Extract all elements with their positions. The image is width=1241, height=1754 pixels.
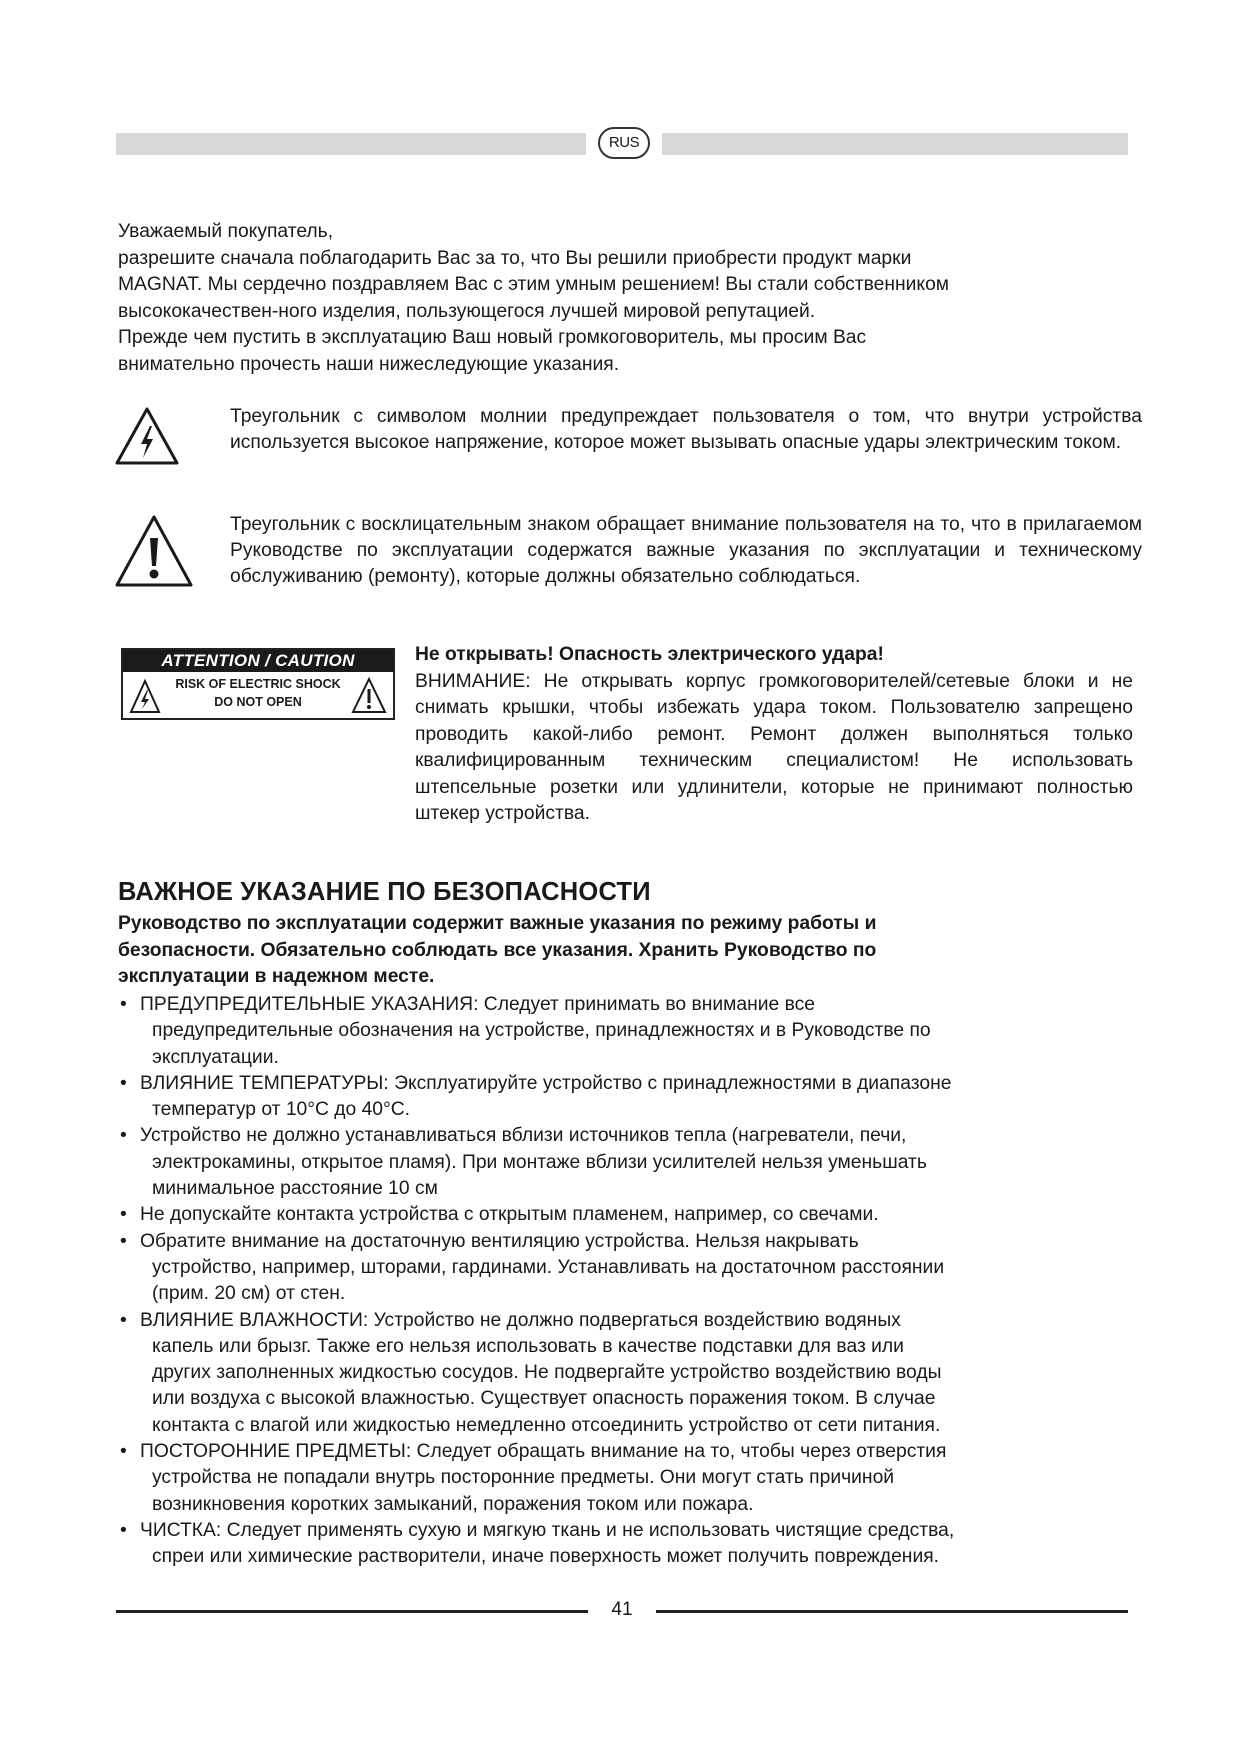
bullet-marker: • — [120, 1441, 127, 1463]
footer — [116, 1599, 1128, 1632]
header-bar — [116, 133, 1128, 155]
intro-paragraph — [118, 219, 1118, 378]
safety-subhead — [118, 911, 1118, 991]
bullet-marker: • — [120, 1204, 127, 1226]
bullet-marker: • — [120, 1519, 127, 1541]
safety-bullet-line: контакта с влагой или жидкостью немедленно отсоединить устройство от сети питания. — [152, 1414, 941, 1436]
safety-bullet — [118, 1518, 1128, 1571]
safety-bullet-line: Обратите внимание на достаточную вентиляцию устройства. Нельзя накрывать — [140, 1230, 859, 1252]
safety-bullet-line: электрокамины, открытое пламя). При монтаже вблизи усилителей нельзя уменьшать — [152, 1151, 927, 1173]
safety-bullet-line: ВЛИЯНИЕ ТЕМПЕРАТУРЫ: Эксплуатируйте устройство с принадлежностями в диапазоне — [140, 1072, 952, 1094]
safety-bullet-line: (прим. 20 см) от стен. — [152, 1283, 346, 1305]
footer-rule-left — [116, 1610, 588, 1613]
caution-body: ВНИМАНИЕ: Не открывать корпус громкоговорителей/сетевые блоки и не снимать крышки, чтобы избежать удара током. Пользователю запрещено проводить какой-либо ремонт. Ремонт должен выполняться только квалифицированным техническим специалистом! Не использовать штепсельные розетки или удлинители, которые не принимают полностью штекер устройства. — [415, 670, 1133, 824]
safety-bullet — [118, 992, 1128, 1071]
lightning-warning-text: Треугольник с символом молнии предупреждает пользователя о том, что внутри устройства используется высокое напряжение, которое может вызывать опасные удары электрическим током. — [230, 406, 1142, 453]
safety-bullet-line: других заполненных жидкостью сосудов. Не подвергайте устройство воздействию воды — [152, 1362, 942, 1384]
safety-bullet-line: ПРЕДУПРЕДИТЕЛЬНЫЕ УКАЗАНИЯ: Следует принимать во внимание все — [140, 994, 816, 1015]
safety-bullet-line: температур от 10°С до 40°С. — [152, 1099, 411, 1121]
safety-bullet-line: капель или брызг. Также его нельзя использовать в качестве подставки для ваз или — [152, 1335, 904, 1357]
shock-triangle-icon — [129, 678, 161, 716]
bullet-marker: • — [120, 1072, 127, 1094]
safety-bullet-line: ВЛИЯНИЕ ВЛАЖНОСТИ: Устройство не должно подвергаться воздействию водяных — [140, 1309, 901, 1331]
safety-bullet-line: ЧИСТКА: Следует применять сухую и мягкую ткань и не использовать чистящие средства, — [140, 1519, 955, 1541]
caution-label-line1: RISK OF ELECTRIC SHOCK — [175, 677, 341, 691]
header-rule-left — [116, 133, 586, 155]
intro-line: разрешите сначала поблагодарить Вас за то, что Вы решили приобрести продукт марки — [118, 247, 912, 269]
safety-bullet-line: Устройство не должно устанавливаться вблизи источников тепла (нагреватели, печи, — [140, 1125, 907, 1147]
exclamation-warning-text: Треугольник с восклицательным знаком обращает внимание пользователя на то, что в прилагаемом Руководстве по эксплуатации содержатся важные указания по эксплуатации и техническому обслуживанию (ремонту), которые должны обязательно соблюдаться. — [230, 514, 1142, 587]
safety-bullet-line: спреи или химические растворители, иначе поверхность может получить повреждения. — [152, 1546, 940, 1568]
bullet-marker: • — [120, 1125, 127, 1147]
intro-line: внимательно прочесть наши нижеследующие указания. — [118, 353, 620, 375]
safety-bullet-line: Не допускайте контакта устройства с открытым пламенем, например, со свечами. — [140, 1204, 879, 1226]
caution-label-line2: DO NOT OPEN — [214, 695, 302, 709]
footer-rule-right — [656, 1610, 1128, 1613]
safety-bullet-line: устройства не попадали внутрь посторонние предметы. Они могут стать причиной — [152, 1467, 895, 1489]
bullet-marker: • — [120, 1230, 127, 1252]
safety-bullet — [118, 1071, 1128, 1124]
safety-bullet-list — [118, 992, 1128, 1571]
safety-bullet-line: устройство, например, шторами, гардинами. Устанавливать на достаточном расстоянии — [152, 1256, 945, 1278]
exclamation-warning-icon — [114, 514, 194, 588]
safety-bullet — [118, 1123, 1128, 1202]
safety-subhead-line: Руководство по эксплуатации содержит важные указания по режиму работы и — [118, 913, 877, 934]
safety-bullet-line: ПОСТОРОННИЕ ПРЕДМЕТЫ: Следует обращать внимание на то, чтобы через отверстия — [140, 1441, 947, 1463]
intro-line: высококачествен-ного изделия, пользующегося лучшей мировой репутацией. — [118, 300, 816, 322]
language-badge: RUS — [598, 127, 650, 159]
page-number: 41 — [611, 1599, 633, 1620]
safety-bullet — [118, 1202, 1128, 1228]
safety-bullet-line: минимальное расстояние 10 см — [152, 1178, 438, 1200]
safety-bullet — [118, 1229, 1128, 1308]
bullet-marker: • — [120, 1309, 127, 1331]
header-rule-right — [662, 133, 1128, 155]
caution-title: Не открывать! Опасность электрического удара! — [415, 644, 884, 665]
intro-line: MAGNAT. Мы сердечно поздравляем Вас с этим умным решением! Вы стали собственником — [118, 274, 950, 295]
safety-bullet-line: предупредительные обозначения на устройстве, принадлежностях и в Руководстве по — [152, 1020, 931, 1042]
caution-section — [415, 642, 1133, 828]
intro-line: Прежде чем пустить в эксплуатацию Ваш новый громкоговоритель, мы просим Вас — [118, 327, 867, 348]
safety-subhead-line: эксплуатации в надежном месте. — [118, 966, 435, 987]
safety-bullet — [118, 1439, 1128, 1518]
bullet-marker: • — [120, 994, 127, 1015]
caution-label — [121, 648, 395, 720]
safety-subhead-line: безопасности. Обязательно соблюдать все указания. Хранить Руководство по — [118, 939, 877, 961]
lightning-warning-icon — [114, 406, 180, 466]
safety-heading: ВАЖНОЕ УКАЗАНИЕ ПО БЕЗОПАСНОСТИ — [118, 878, 651, 906]
safety-bullet-line: эксплуатации. — [152, 1046, 279, 1068]
safety-bullet — [118, 1308, 1128, 1439]
caution-label-head: ATTENTION / CAUTION — [123, 650, 393, 672]
safety-bullet-line: возникновения коротких замыканий, поражения током или пожара. — [152, 1493, 754, 1515]
safety-bullet-line: или воздуха с высокой влажностью. Существует опасность поражения током. В случае — [152, 1388, 936, 1410]
exclamation-triangle-icon — [351, 676, 387, 716]
intro-line: Уважаемый покупатель, — [118, 221, 334, 242]
